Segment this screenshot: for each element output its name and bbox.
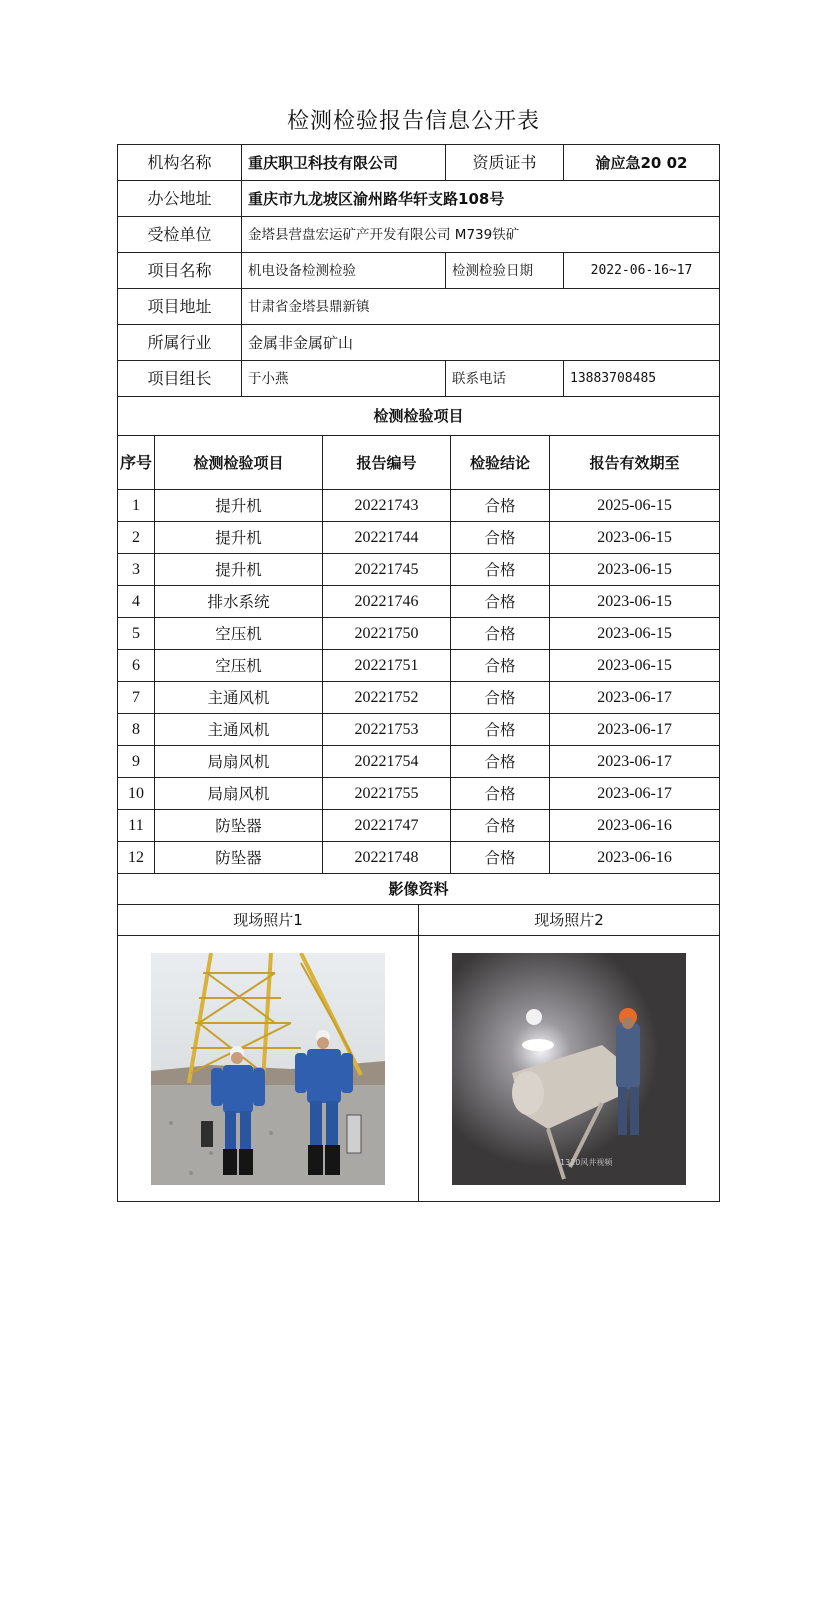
info-row-industry bbox=[118, 325, 720, 361]
row-seq: 5 bbox=[118, 618, 155, 650]
info-row-inspected bbox=[118, 217, 720, 253]
table-row bbox=[118, 810, 720, 842]
project-address-value: 甘肃省金塔县鼎新镇 bbox=[242, 289, 720, 325]
row-seq: 1 bbox=[118, 490, 155, 522]
row-item: 主通风机 bbox=[155, 682, 323, 714]
row-valid-until: 2023-06-15 bbox=[550, 522, 720, 554]
info-row-org bbox=[118, 145, 720, 181]
row-item: 空压机 bbox=[155, 618, 323, 650]
row-report-no: 20221755 bbox=[323, 778, 451, 810]
document-title: 检测检验报告信息公开表 bbox=[286, 109, 540, 134]
header-item: 检测检验项目 bbox=[155, 436, 323, 490]
photos-row bbox=[118, 936, 720, 1202]
table-row bbox=[118, 842, 720, 874]
leader-label: 项目组长 bbox=[118, 361, 242, 397]
disclosure-table bbox=[117, 144, 719, 1202]
header-valid-until: 报告有效期至 bbox=[550, 436, 720, 490]
row-seq: 11 bbox=[118, 810, 155, 842]
row-item: 局扇风机 bbox=[155, 778, 323, 810]
row-report-no: 20221753 bbox=[323, 714, 451, 746]
row-valid-until: 2023-06-17 bbox=[550, 714, 720, 746]
photo2-watermark: 1320风井视频 bbox=[560, 1157, 613, 1167]
row-seq: 9 bbox=[118, 746, 155, 778]
row-seq: 12 bbox=[118, 842, 155, 874]
header-report-no: 报告编号 bbox=[323, 436, 451, 490]
site-photo-mine-fan bbox=[452, 953, 686, 1185]
header-conclusion: 检验结论 bbox=[451, 436, 550, 490]
row-item: 空压机 bbox=[155, 650, 323, 682]
row-seq: 7 bbox=[118, 682, 155, 714]
info-row-office bbox=[118, 181, 720, 217]
row-conclusion: 合格 bbox=[451, 618, 550, 650]
row-report-no: 20221751 bbox=[323, 650, 451, 682]
site-photo-headframe bbox=[151, 953, 385, 1185]
table-row bbox=[118, 746, 720, 778]
row-item: 提升机 bbox=[155, 490, 323, 522]
row-report-no: 20221752 bbox=[323, 682, 451, 714]
table-row bbox=[118, 490, 720, 522]
office-address-label: 办公地址 bbox=[118, 181, 242, 217]
row-valid-until: 2025-06-15 bbox=[550, 490, 720, 522]
table-row bbox=[118, 682, 720, 714]
inspection-date-label: 检测检验日期 bbox=[446, 253, 564, 289]
row-report-no: 20221750 bbox=[323, 618, 451, 650]
row-seq: 8 bbox=[118, 714, 155, 746]
project-address-label: 项目地址 bbox=[118, 289, 242, 325]
info-table bbox=[117, 144, 720, 397]
row-conclusion: 合格 bbox=[451, 746, 550, 778]
cert-label: 资质证书 bbox=[446, 145, 564, 181]
row-conclusion: 合格 bbox=[451, 522, 550, 554]
photo1-cell bbox=[118, 936, 419, 1202]
items-table bbox=[117, 397, 720, 874]
row-item: 防坠器 bbox=[155, 842, 323, 874]
row-item: 局扇风机 bbox=[155, 746, 323, 778]
row-item: 提升机 bbox=[155, 522, 323, 554]
header-seq: 序号 bbox=[118, 436, 155, 490]
row-conclusion: 合格 bbox=[451, 650, 550, 682]
row-report-no: 20221754 bbox=[323, 746, 451, 778]
industry-value: 金属非金属矿山 bbox=[242, 325, 720, 361]
table-row bbox=[118, 522, 720, 554]
row-seq: 2 bbox=[118, 522, 155, 554]
row-valid-until: 2023-06-15 bbox=[550, 554, 720, 586]
org-name-value: 重庆职卫科技有限公司 bbox=[242, 145, 446, 181]
row-report-no: 20221747 bbox=[323, 810, 451, 842]
row-valid-until: 2023-06-15 bbox=[550, 618, 720, 650]
inspection-date-value: 2022-06-16~17 bbox=[564, 253, 720, 289]
inspected-unit-label: 受检单位 bbox=[118, 217, 242, 253]
row-valid-until: 2023-06-17 bbox=[550, 746, 720, 778]
row-conclusion: 合格 bbox=[451, 810, 550, 842]
phone-label: 联系电话 bbox=[446, 361, 564, 397]
info-row-project-address bbox=[118, 289, 720, 325]
items-section-title: 检测检验项目 bbox=[118, 397, 720, 436]
row-item: 排水系统 bbox=[155, 586, 323, 618]
items-section-title-row bbox=[118, 397, 720, 436]
table-row bbox=[118, 618, 720, 650]
row-valid-until: 2023-06-16 bbox=[550, 810, 720, 842]
row-conclusion: 合格 bbox=[451, 842, 550, 874]
row-item: 主通风机 bbox=[155, 714, 323, 746]
row-valid-until: 2023-06-17 bbox=[550, 682, 720, 714]
row-valid-until: 2023-06-15 bbox=[550, 650, 720, 682]
row-report-no: 20221743 bbox=[323, 490, 451, 522]
photo1-caption: 现场照片1 bbox=[118, 905, 419, 936]
row-report-no: 20221745 bbox=[323, 554, 451, 586]
photos-caption-row bbox=[118, 905, 720, 936]
row-conclusion: 合格 bbox=[451, 778, 550, 810]
industry-label: 所属行业 bbox=[118, 325, 242, 361]
project-name-value: 机电设备检测检验 bbox=[242, 253, 446, 289]
row-seq: 10 bbox=[118, 778, 155, 810]
row-conclusion: 合格 bbox=[451, 490, 550, 522]
photo2-cell bbox=[419, 936, 720, 1202]
row-item: 防坠器 bbox=[155, 810, 323, 842]
row-item: 提升机 bbox=[155, 554, 323, 586]
row-conclusion: 合格 bbox=[451, 554, 550, 586]
row-conclusion: 合格 bbox=[451, 586, 550, 618]
info-row-project bbox=[118, 253, 720, 289]
row-valid-until: 2023-06-15 bbox=[550, 586, 720, 618]
row-seq: 4 bbox=[118, 586, 155, 618]
item-rows bbox=[118, 490, 720, 874]
org-name-label: 机构名称 bbox=[118, 145, 242, 181]
row-report-no: 20221744 bbox=[323, 522, 451, 554]
office-address-value: 重庆市九龙坡区渝州路华轩支路108号 bbox=[242, 181, 720, 217]
photo2-caption: 现场照片2 bbox=[419, 905, 720, 936]
row-report-no: 20221748 bbox=[323, 842, 451, 874]
table-row bbox=[118, 650, 720, 682]
items-header-row bbox=[118, 436, 720, 490]
table-row bbox=[118, 714, 720, 746]
row-seq: 6 bbox=[118, 650, 155, 682]
inspected-unit-value: 金塔县营盘宏运矿产开发有限公司 M739铁矿 bbox=[242, 217, 720, 253]
project-name-label: 项目名称 bbox=[118, 253, 242, 289]
table-row bbox=[118, 586, 720, 618]
row-valid-until: 2023-06-16 bbox=[550, 842, 720, 874]
row-valid-until: 2023-06-17 bbox=[550, 778, 720, 810]
row-report-no: 20221746 bbox=[323, 586, 451, 618]
phone-value: 13883708485 bbox=[564, 361, 720, 397]
photos-title-row bbox=[118, 874, 720, 905]
row-conclusion: 合格 bbox=[451, 714, 550, 746]
table-row bbox=[118, 778, 720, 810]
photos-section-title: 影像资料 bbox=[118, 874, 720, 905]
info-row-leader bbox=[118, 361, 720, 397]
leader-value: 于小燕 bbox=[242, 361, 446, 397]
row-conclusion: 合格 bbox=[451, 682, 550, 714]
cert-value: 渝应急20 02 bbox=[564, 145, 720, 181]
table-row bbox=[118, 554, 720, 586]
photos-table bbox=[117, 874, 720, 1202]
row-seq: 3 bbox=[118, 554, 155, 586]
